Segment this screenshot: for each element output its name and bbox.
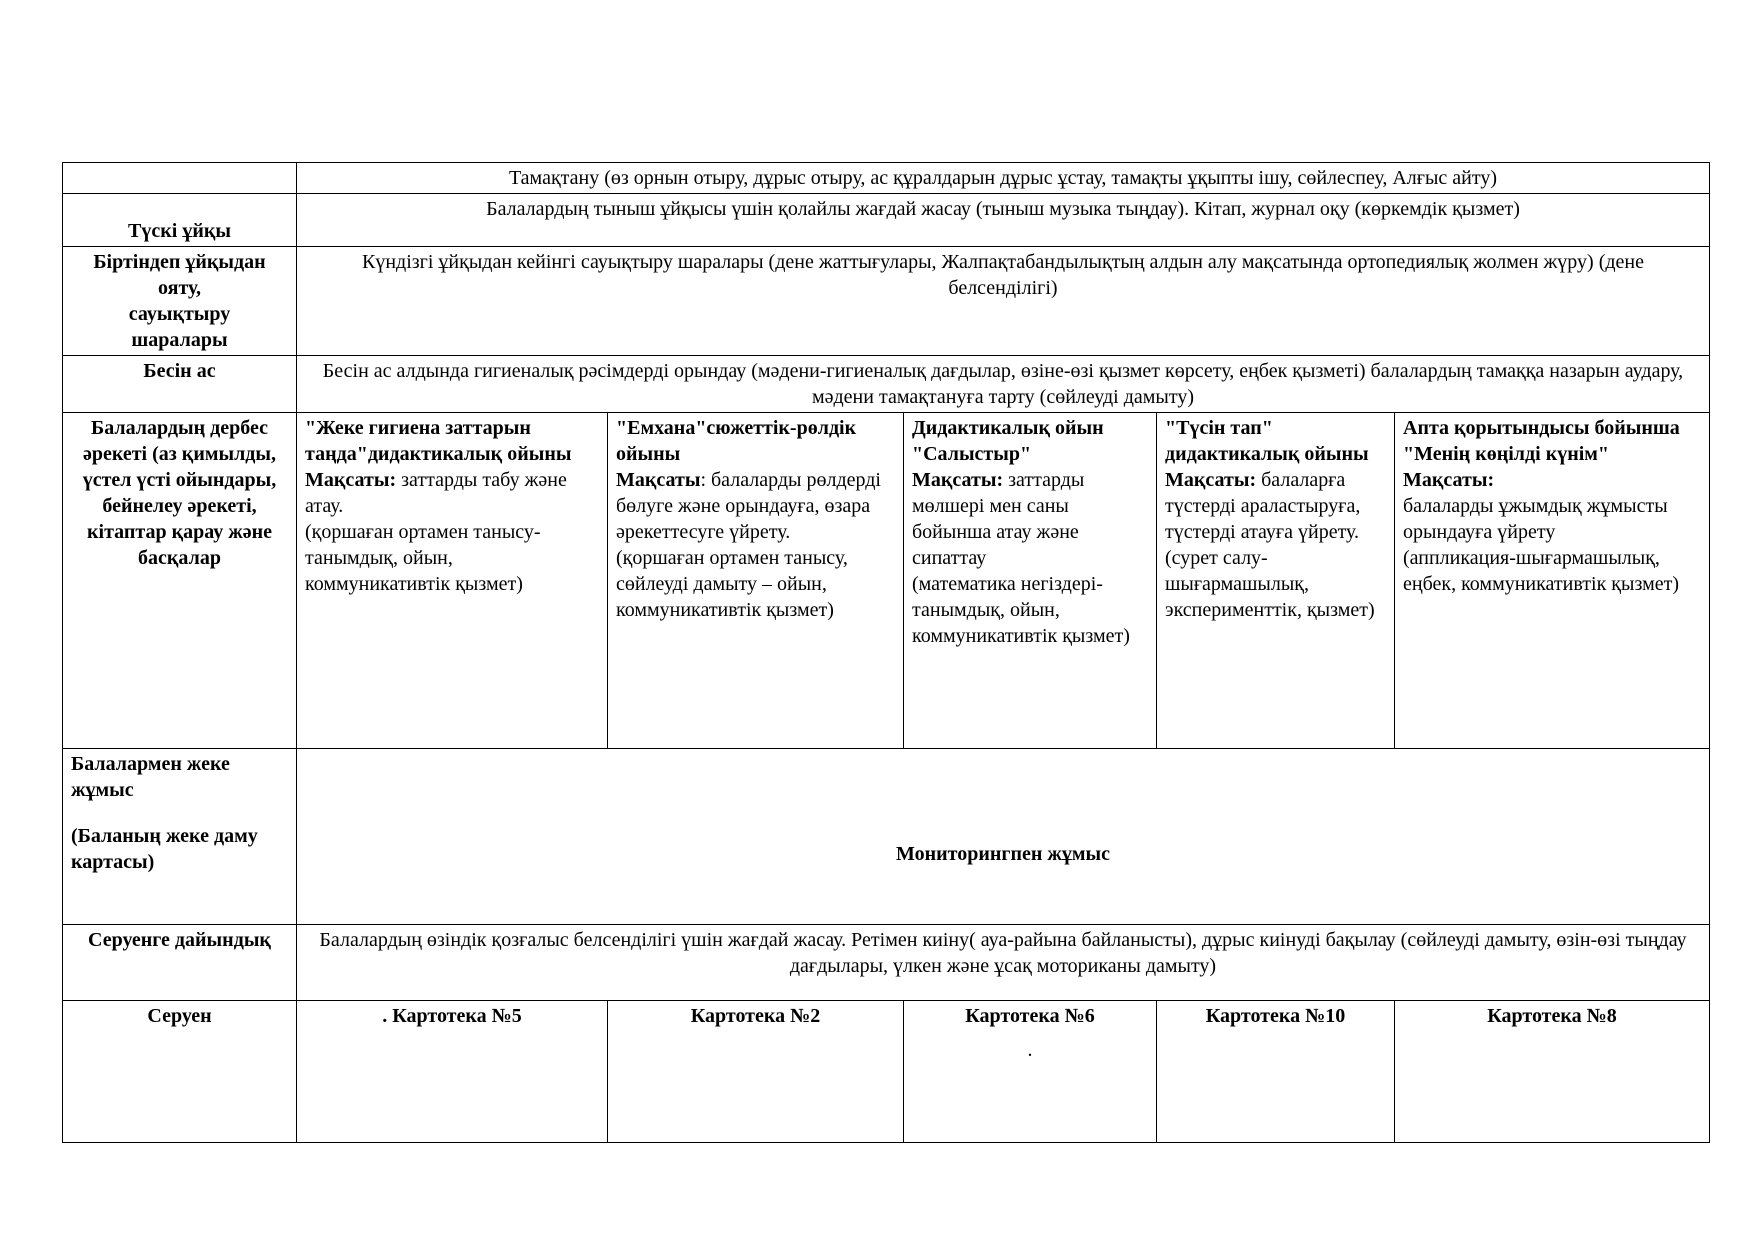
activity-goal: балаларды ұжымдық жұмысты орындауға үйрету bbox=[1403, 495, 1668, 543]
activity-day-5 bbox=[1395, 413, 1710, 749]
row-individual-label-sub: (Баланың жеке даму картасы) bbox=[71, 825, 258, 873]
row-individual-label bbox=[63, 749, 297, 925]
activity-day-2 bbox=[608, 413, 904, 749]
activity-goal-label: Мақсаты: bbox=[305, 469, 397, 491]
walk-card-4: Картотека №10 bbox=[1157, 1001, 1395, 1143]
activity-note: (қоршаған ортамен танысу, сөйлеуді дамыту – ойын, коммуникативтік қызмет) bbox=[616, 547, 848, 621]
row-wake-label bbox=[63, 247, 297, 356]
walk-card-2: Картотека №2 bbox=[608, 1001, 904, 1143]
activity-note: (аппликация-шығармашылық, еңбек, коммуникативтік қызмет) bbox=[1403, 547, 1680, 595]
row-lunch-label bbox=[63, 163, 297, 194]
row-prep-label: Серуенге дайындық bbox=[63, 925, 297, 1001]
row-activity bbox=[63, 413, 1710, 749]
daily-plan-table bbox=[62, 162, 1710, 1143]
activity-goal: заттарды табу және атау. bbox=[305, 469, 567, 517]
row-nap bbox=[63, 194, 1710, 247]
row-wake-text: Күндізгі ұйқыдан кейінгі сауықтыру шаралары (дене жаттығулары, Жалпақтабандылықтың алдын алу мақсатында ортопедиялық жолмен жүру) (дене белсенділігі) bbox=[297, 247, 1710, 356]
row-nap-text: Балалардың тыныш ұйқысы үшін қолайлы жағдай жасау (тыныш музыка тыңдау). Кітап, журнал оқу (көркемдік қызмет) bbox=[297, 194, 1710, 247]
row-wake-label-line: Біртіндеп ұйқыдан bbox=[93, 251, 266, 273]
row-individual bbox=[63, 749, 1710, 925]
row-walk-label: Серуен bbox=[63, 1001, 297, 1143]
activity-title: "Түсін тап" дидактикалық ойыны bbox=[1165, 417, 1369, 465]
activity-title: Апта қорытындысы бойынша "Менің көңілді күнім" bbox=[1403, 417, 1680, 465]
row-individual-label-main: Балалармен жеке жұмыс bbox=[71, 753, 230, 801]
activity-note: (қоршаған ортамен танысу-танымдық, ойын, коммуникативтік қызмет) bbox=[305, 521, 541, 595]
row-wake-label-line: сауықтыру bbox=[128, 303, 231, 325]
row-prep bbox=[63, 925, 1710, 1001]
row-snack-text: Бесін ас алдында гигиеналық рәсімдерді орындау (мәдени-гигиеналық дағдылар, өзіне-өзі қызмет көрсету, еңбек қызметі) балалардың тамаққа назарын аудару, мәдени тамақтануға тарту (сөйлеуді дамыту) bbox=[297, 356, 1710, 413]
row-snack bbox=[63, 356, 1710, 413]
row-walk bbox=[63, 1001, 1710, 1143]
activity-title: "Емхана"сюжеттік-рөлдік ойыны bbox=[616, 417, 857, 465]
activity-goal: балаларға түстерді араластыруға, түстерді атауға үйрету. bbox=[1165, 469, 1361, 543]
row-nap-label: Түскі ұйқы bbox=[63, 194, 297, 247]
activity-note: (математика негіздері-танымдық, ойын, коммуникативтік қызмет) bbox=[912, 573, 1130, 647]
activity-goal-label: Мақсаты: bbox=[1165, 469, 1257, 491]
activity-goal-label: Мақсаты: bbox=[1403, 469, 1495, 491]
activity-goal: : балаларды рөлдерді бөлуге және орындауға, өзара әрекеттесуге үйрету. bbox=[616, 469, 881, 543]
row-individual-text: Мониторингпен жұмыс bbox=[297, 749, 1710, 925]
activity-goal: заттарды мөлшері мен саны бойынша атау және сипаттау bbox=[912, 469, 1085, 569]
activity-title: "Жеке гигиена заттарын таңда"дидактикалық ойыны bbox=[305, 417, 572, 465]
activity-note: (сурет салу-шығармашылық, эксперименттік, қызмет) bbox=[1165, 547, 1375, 621]
row-prep-text: Балалардың өзіндік қозғалыс белсенділігі үшін жағдай жасау. Ретімен киіну( ауа-райына байланысты), дұрыс киінуді бақылау (сөйлеуді дамыту, өзін-өзі тыңдау дағдылары, үлкен және ұсақ моториканы дамыту) bbox=[297, 925, 1710, 1001]
walk-card-3-dot: . bbox=[1027, 1039, 1033, 1061]
row-wake bbox=[63, 247, 1710, 356]
walk-card-5: Картотека №8 bbox=[1395, 1001, 1710, 1143]
row-wake-label-line: ояту, bbox=[158, 277, 201, 299]
row-activity-label: Балалардың дербес әрекеті (аз қимылды, үстел үсті ойындары, бейнелеу әрекеті, кітаптар қарау және басқалар bbox=[63, 413, 297, 749]
activity-title: Дидактикалық ойын "Салыстыр" bbox=[912, 417, 1104, 465]
row-wake-label-line: шаралары bbox=[131, 329, 228, 351]
row-lunch-text: Тамақтану (өз орнын отыру, дұрыс отыру, ас құралдарын дұрыс ұстау, тамақты ұқыпты ішу, сөйлеспеу, Алғыс айту) bbox=[297, 163, 1710, 194]
activity-goal-label: Мақсаты: bbox=[912, 469, 1004, 491]
walk-card-3-title: Картотека №6 bbox=[965, 1005, 1095, 1027]
activity-day-4 bbox=[1157, 413, 1395, 749]
walk-card-3 bbox=[904, 1001, 1157, 1143]
row-lunch bbox=[63, 163, 1710, 194]
activity-goal-label: Мақсаты bbox=[616, 469, 701, 491]
walk-card-1: . Картотека №5 bbox=[297, 1001, 608, 1143]
activity-day-1 bbox=[297, 413, 608, 749]
row-snack-label: Бесін ас bbox=[63, 356, 297, 413]
activity-day-3 bbox=[904, 413, 1157, 749]
